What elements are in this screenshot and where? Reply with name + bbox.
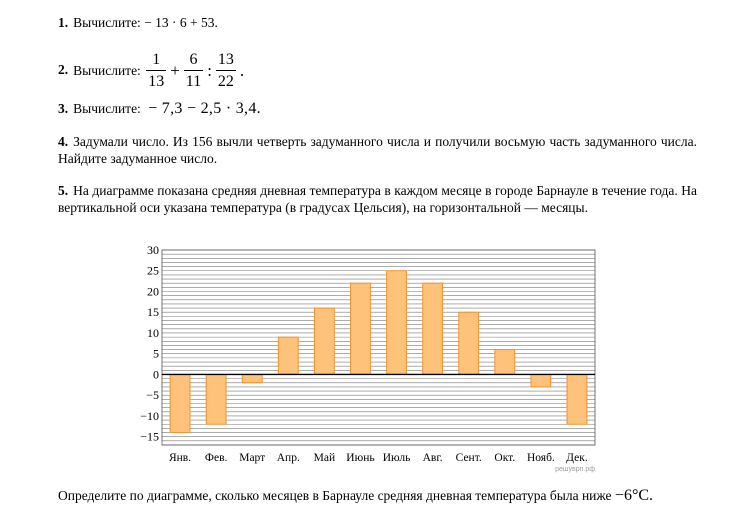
x-tick-label: Март [239,452,266,464]
x-tick-label: Июль [382,452,411,464]
problem-5 [58,182,697,216]
question-text: Определите по диаграмме, сколько месяцев в Барнауле средняя дневная температура была ниже [58,488,612,503]
bar [206,374,226,424]
problem-text: Задумали число. Из 156 вычли четверть задуманного числа и получили восьмую часть задуманного числа. Найдите задуманное число. [58,134,697,166]
x-tick-label: Нояб. [526,452,555,464]
fraction-denominator: 22 [217,72,234,90]
plus-sign: + [170,60,180,80]
y-tick-label: 5 [153,346,159,361]
x-tick-label: Янв. [168,452,192,464]
fraction-numerator: 6 [184,51,203,71]
x-tick-label: Окт. [494,452,516,464]
problem-label: Вычислите: [73,15,141,30]
y-tick-label: 15 [147,305,159,320]
y-tick-label: 0 [153,367,159,382]
y-tick-label: 30 [147,243,159,257]
fraction-1 [146,51,166,91]
question-value: −6°C. [614,487,654,504]
bar [242,374,262,382]
watermark: решуврп.рф [555,466,595,473]
bar [423,283,443,374]
bar [278,337,298,374]
problem-text: На диаграмме показана средняя дневная температура в каждом месяце в городе Барнауле в течение года. На вертикальной оси указана температура (в градусах Цельсия), на горизонтальной — месяцы. [58,183,697,215]
fraction-denominator: 13 [148,72,165,90]
problem-number: 2. [58,62,69,77]
problem-number: 4. [58,134,69,149]
x-tick-label: Май [313,452,336,464]
division-colon: : [207,60,212,80]
y-tick-label: −15 [140,429,159,444]
bar [351,283,371,374]
problem-expression: − 13 · 6 + 53. [144,15,218,30]
problem-1 [58,14,697,31]
problem-5-question [58,487,697,504]
problem-label: Вычислите: [73,101,141,116]
problem-4 [58,133,697,167]
fraction-3 [216,51,236,91]
problem-number: 1. [58,15,69,30]
bar [495,350,515,375]
bar [170,374,190,432]
y-tick-label: 10 [147,325,159,340]
y-tick-label: −10 [140,408,159,423]
bar [314,308,334,374]
y-tick-label: −5 [146,388,159,403]
x-tick-label: Июнь [346,452,375,464]
fraction-2 [184,51,203,91]
problem-number: 3. [58,101,69,116]
x-tick-label: Фев. [204,452,228,464]
bar [567,374,587,424]
problem-2 [58,50,697,91]
fraction-numerator: 13 [216,51,236,71]
problem-expression: − 7,3 − 2,5 · 3,4. [148,100,261,117]
x-tick-label: Апр. [276,452,300,464]
bar [387,271,407,375]
x-tick-label: Сент. [455,452,482,464]
problem-3 [58,100,697,117]
fraction-denominator: 11 [185,72,202,90]
fraction-numerator: 1 [146,51,166,71]
x-tick-label: Авг. [422,452,443,464]
bar [459,312,479,374]
x-tick-label: Дек. [566,452,588,464]
y-tick-label: 20 [147,284,159,299]
problem-label: Вычислите: [73,62,141,78]
period: . [239,60,245,80]
temperature-bar-chart [130,242,600,474]
problem-number: 5. [58,183,69,198]
bar [531,374,551,386]
y-tick-label: 25 [147,263,159,278]
